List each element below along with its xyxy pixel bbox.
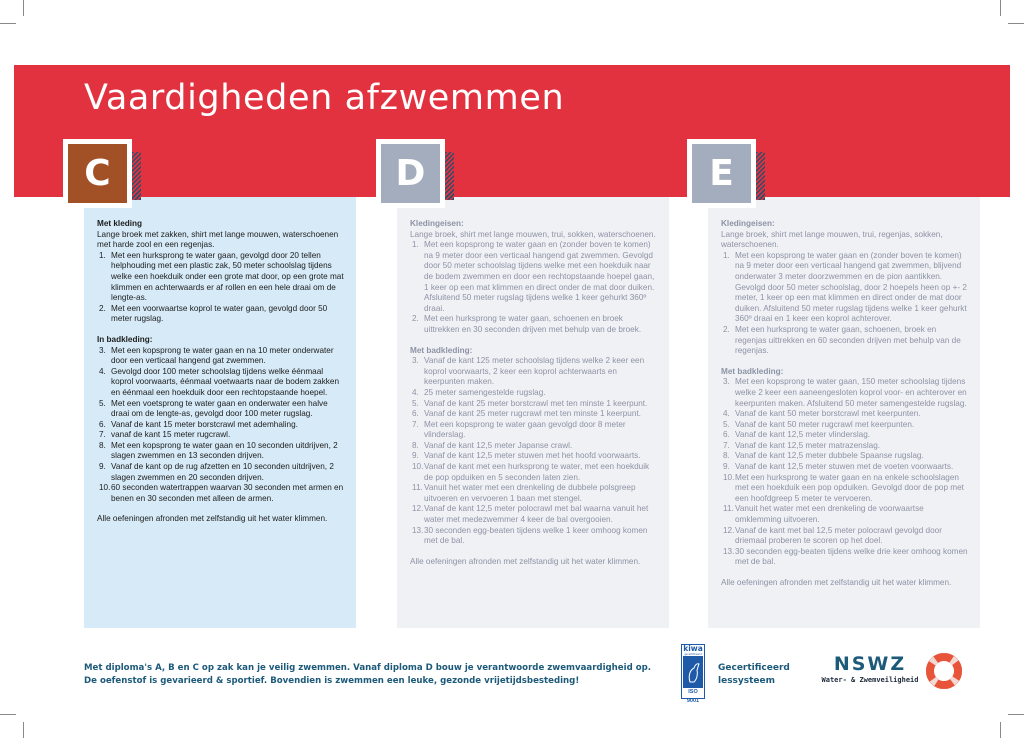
item-number: 5. <box>723 419 730 429</box>
page-title: Vaardigheden afzwemmen <box>84 78 565 118</box>
list-item <box>721 473 968 505</box>
item-number: 9. <box>412 451 419 461</box>
certified-line-2: lessysteem <box>718 676 776 686</box>
section-intro: Lange broek, shirt met lange mouwen, trui, regenjas, sokken, waterschoenen. <box>721 229 943 250</box>
badge-diploma-c <box>63 139 132 208</box>
list-item <box>410 409 657 420</box>
list-item <box>97 399 344 420</box>
item-text: Met een kopsprong te water gaan gevolgd door 8 meter vlinderslag. <box>424 419 626 440</box>
item-number: 2. <box>99 303 106 313</box>
list-item <box>410 462 657 483</box>
list-item <box>721 547 968 568</box>
item-text: Met een hurksprong te water gaan en na enkele schoolslagen met een hoekduik een pop opduiken. Gevolgd door de pop met een hoofdgreep 5 meter te vervoeren. <box>735 472 964 503</box>
card-diploma-e <box>708 197 980 628</box>
section-heading: Met badkleding: <box>410 345 473 355</box>
certified-line-1: Gecertificeerd <box>718 663 790 673</box>
item-number: 3. <box>412 356 419 366</box>
item-number: 1. <box>99 250 106 260</box>
item-number: 4. <box>723 409 730 419</box>
crop-mark <box>1000 722 1001 738</box>
item-number: 12. <box>723 525 735 535</box>
list-item <box>410 388 657 399</box>
footer-line-1: Met diploma's A, B en C op zak kan je veilig zwemmen. Vanaf diploma D bouw je verantwoorde zwemvaardigheid op. <box>84 663 652 673</box>
list-item <box>410 420 657 441</box>
item-number: 3. <box>99 345 106 355</box>
item-text: Vanaf de kant 12,5 meter vlinderslag. <box>735 430 871 440</box>
item-number: 2. <box>412 314 419 324</box>
list-item <box>410 526 657 547</box>
list-item <box>721 430 968 441</box>
section-heading: Kledingeisen: <box>721 219 775 228</box>
kiwa-subtitle: gecertificeerd <box>684 653 702 656</box>
section-heading: Met badkleding: <box>721 366 784 376</box>
item-text: Met een voorwaartse koprol te water gaan, gevolgd door 50 meter rugslag. <box>111 303 328 324</box>
list-item <box>721 420 968 431</box>
list-item <box>721 251 968 325</box>
list-item <box>721 462 968 473</box>
list-item <box>721 325 968 357</box>
list-item <box>97 430 344 441</box>
exercise-list <box>721 251 968 357</box>
item-number: 13. <box>723 546 735 556</box>
list-item <box>97 367 344 399</box>
list-item <box>721 441 968 452</box>
item-text: Met een kopsprong te water gaan en (zonder boven te komen) na 9 meter door een verticaal hangend gat zwemmen. Gevolgd door 50 meter schoolslag tijdens welke met een hoekduik naar de bodem zwemmen en door een rechtopstaande hoepel gaan, 1 keer op een mat klimmen en direct onder de mat door duiken. Afsluitend 50 meter rugslag tijdens welke 1 keer gehurkt 360º draai. <box>424 240 655 313</box>
crop-mark <box>0 23 16 24</box>
item-text: Vanaf de kant 12,5 meter polocrawl met bal waarna vanuit het water met medezwemmer 4 keer de bal overgooien. <box>424 504 649 525</box>
item-number: 5. <box>99 398 106 408</box>
section-heading: Met kleding <box>97 219 143 228</box>
item-number: 10. <box>99 483 111 493</box>
list-item <box>410 483 657 504</box>
item-text: Vanaf de kant 50 meter rugcrawl met keerpunten. <box>735 419 915 429</box>
list-item <box>410 356 657 388</box>
item-text: Vanuit het water met een drenkeling de voorwaartse omklemming uitvoeren. <box>735 504 924 525</box>
item-number: 1. <box>723 250 730 260</box>
badge-shadow-stripes <box>756 152 765 200</box>
item-text: Vanaf de kant 12,5 meter stuwen met het hoofd voorwaarts. <box>424 451 641 461</box>
item-text: Vanaf de kant 12,5 meter Japanse crawl. <box>424 440 573 450</box>
badge-diploma-e <box>687 139 756 208</box>
item-text: 60 seconden watertrappen waarvan 30 seconden met armen en benen en 30 seconden met alleen de armen. <box>111 483 344 503</box>
badge-letter: E <box>692 144 751 203</box>
item-text: 30 seconden egg-beaten tijdens welke drie keer omhoog komen met de bal. <box>735 546 968 567</box>
list-item <box>97 462 344 483</box>
crop-mark <box>23 722 24 738</box>
badge-diploma-d <box>376 139 445 208</box>
certified-label <box>718 662 790 688</box>
exercise-list <box>97 346 344 505</box>
item-text: Vanaf de kant 125 meter schoolslag tijdens welke 2 keer een koprol voorwaarts, 2 keer een koprol achterwaarts en keerpunten maken. <box>424 356 645 387</box>
badge-letter: D <box>381 144 440 203</box>
item-text: Vanaf de kant 25 meter borstcrawl met ten minste 1 keerpunt. <box>424 398 648 408</box>
item-text: Vanaf de kant 12,5 meter matrazenslag. <box>735 440 881 450</box>
footer-tagline <box>84 662 651 688</box>
item-number: 11. <box>723 504 734 514</box>
list-item <box>97 251 344 304</box>
exercise-list <box>410 240 657 335</box>
card-diploma-d <box>397 197 669 628</box>
item-number: 3. <box>723 377 730 387</box>
item-text: Met een hurksprong te water gaan, schoenen en broek uittrekken en 30 seconden drijven met behulp van de broek. <box>424 314 642 334</box>
item-number: 1. <box>412 240 419 250</box>
item-number: 7. <box>412 419 419 429</box>
item-number: 5. <box>412 398 419 408</box>
item-text: Met een voetsprong te water gaan en onderwater een halve draai om de lengte-as, gevolgd door 100 meter rugslag. <box>111 398 328 419</box>
item-number: 6. <box>99 419 106 429</box>
item-text: Vanaf de kant 50 meter borstcrawl met keerpunten. <box>735 409 921 419</box>
list-item <box>721 504 968 525</box>
item-text: Vanaf de kant 25 meter rugcrawl met ten minste 1 keerpunt. <box>424 409 641 419</box>
exercise-list <box>97 251 344 325</box>
item-text: Vanaf de kant op de rug afzetten en 10 seconden uitdrijven, 2 slagen zwemmen en 20 seconden drijven. <box>111 462 334 482</box>
nswz-subtitle: Water- & Zwemveiligheid <box>821 676 919 684</box>
section-heading: Kledingeisen: <box>410 219 464 228</box>
crop-mark <box>1008 714 1024 715</box>
list-item <box>410 314 657 335</box>
item-text: Vanaf de kant 12,5 meter dubbele Spaanse rugslag. <box>735 451 924 461</box>
section-heading: In badkleding: <box>97 334 153 344</box>
item-number: 12. <box>412 504 424 514</box>
list-item <box>410 441 657 452</box>
crop-mark <box>23 0 24 16</box>
nswz-wordmark: NSWZ <box>833 653 907 675</box>
list-item <box>97 483 344 504</box>
item-number: 7. <box>723 440 730 450</box>
item-number: 8. <box>412 440 419 450</box>
item-number: 8. <box>99 440 106 450</box>
list-item <box>97 304 344 325</box>
iso-label: ISO 9001 <box>686 689 700 704</box>
item-number: 4. <box>99 366 106 376</box>
list-item <box>97 420 344 431</box>
item-text: Met een hurksprong te water gaan, gevolgd door 20 tellen helphouding met een plastic zak, 50 meter schoolslag tijdens welke een hoekduik onder een grote mat door, op een grote mat klimmen en achterwaards er af rollen en een hele draai om de lengte-as. <box>111 250 344 303</box>
item-text: 30 seconden egg-beaten tijdens welke 1 keer omhoog komen met de bal. <box>424 525 648 546</box>
list-item <box>97 441 344 462</box>
item-number: 2. <box>723 324 730 334</box>
footer-line-2: De oefenstof is gevarieerd & sportief. Bovendien is zwemmen een leuke, gezonde vrijetijdsbesteding! <box>84 676 580 686</box>
item-text: Vanaf de kant met een hurksprong te water, met een hoekduik de pop opduiken en 5 seconden laten zien. <box>424 462 650 482</box>
exercise-list <box>410 356 657 547</box>
closing-note: Alle oefeningen afronden met zelfstandig uit het water klimmen. <box>410 556 641 566</box>
item-number: 6. <box>723 430 730 440</box>
closing-note: Alle oefeningen afronden met zelfstandig uit het water klimmen. <box>721 578 952 587</box>
crop-mark <box>1008 23 1024 24</box>
item-number: 11. <box>412 483 423 493</box>
badge-shadow-stripes <box>445 152 454 200</box>
lifebuoy-icon <box>926 653 962 689</box>
item-number: 10. <box>412 462 424 472</box>
list-item <box>721 526 968 547</box>
item-number: 9. <box>723 462 730 472</box>
item-text: Met een kopsprong te water gaan en (zonder boven te komen) na 9 meter door een verticaal hangend gat zwemmen, blijvend onderwater 3 meter doorzwemmen en de pion aantikken. Gevolgd door 50 meter schoolslag, door 2 hoepels heen op +- 2 meter, 1 keer op een mat klimmen en direct onder de mat door duiken. Afsluitend 50 meter rugslag tijdens welke 1 keer gehurkt 360º draai en 1 keer een koprol achterover. <box>735 250 967 324</box>
list-item <box>721 409 968 420</box>
item-number: 7. <box>99 430 106 440</box>
card-diploma-c <box>84 197 356 628</box>
kiwa-wordmark: kiwa <box>683 644 703 653</box>
list-item <box>410 451 657 462</box>
nswz-logo <box>820 653 920 685</box>
crop-mark <box>1000 0 1001 16</box>
item-number: 6. <box>412 409 419 419</box>
closing-note: Alle oefeningen afronden met zelfstandig uit het water klimmen. <box>97 514 328 524</box>
list-item <box>97 346 344 367</box>
section-intro: Lange broek, shirt met lange mouwen, trui, sokken, waterschoenen. <box>410 229 656 239</box>
item-text: vanaf de kant 15 meter rugcrawl. <box>111 430 231 440</box>
crop-mark <box>0 714 16 715</box>
kiwa-logo <box>681 644 705 704</box>
section-intro: Lange broek met zakken, shirt met lange mouwen, waterschoenen met harde zool en een regenjas. <box>97 229 339 250</box>
kiwa-emblem-icon <box>683 656 703 688</box>
item-text: Met een kopsprong te water gaan en 10 seconden uitdrijven, 2 slagen zwemmen en 13 seconden drijven. <box>111 440 338 461</box>
badge-letter: C <box>68 144 127 203</box>
item-text: Met een kopsprong te water gaan en na 10 meter onderwater door een verticaal hangend gat zwemmen. <box>111 345 334 366</box>
item-text: Vanaf de kant 12,5 meter stuwen met de voeten voorwaarts. <box>735 462 954 472</box>
item-number: 4. <box>412 387 419 397</box>
item-number: 13. <box>412 525 424 535</box>
item-text: Met een kopsprong te water gaan, 150 meter schoolslag tijdens welke 2 keer een aaneengesloten koprol voor- en achterover en keerpunten maken. Afsluitend 50 meter samengestelde rugslag. <box>735 377 967 408</box>
item-number: 8. <box>723 451 730 461</box>
item-text: Met een hurksprong te water gaan, schoenen, broek en regenjas uittrekken en 60 seconden drijven met behulp van de regenjas. <box>735 324 961 356</box>
list-item <box>410 504 657 525</box>
list-item <box>721 451 968 462</box>
list-item <box>410 240 657 314</box>
item-text: Vanaf de kant 15 meter borstcrawl met ademhaling. <box>111 419 298 429</box>
item-text: Gevolgd door 100 meter schoolslag tijdens welke éénmaal koprol voorwaarts, éénmaal voetwaarts naar de bodem zakken en éénmaal een hoekduik door een rechtopstaande hoepel. <box>111 366 340 397</box>
item-text: Vanaf de kant met bal 12,5 meter polocrawl gevolgd door driemaal proberen te scoren op het doel. <box>735 525 942 546</box>
exercise-list <box>721 377 968 568</box>
list-item <box>721 377 968 409</box>
item-text: 25 meter samengestelde rugslag. <box>424 387 546 397</box>
list-item <box>410 399 657 410</box>
item-text: Vanuit het water met een drenkeling de dubbele polsgreep uitvoeren en vervoeren 1 baan met stengel. <box>424 483 636 503</box>
item-number: 9. <box>99 462 106 472</box>
item-number: 10. <box>723 472 735 482</box>
badge-shadow-stripes <box>132 152 141 200</box>
